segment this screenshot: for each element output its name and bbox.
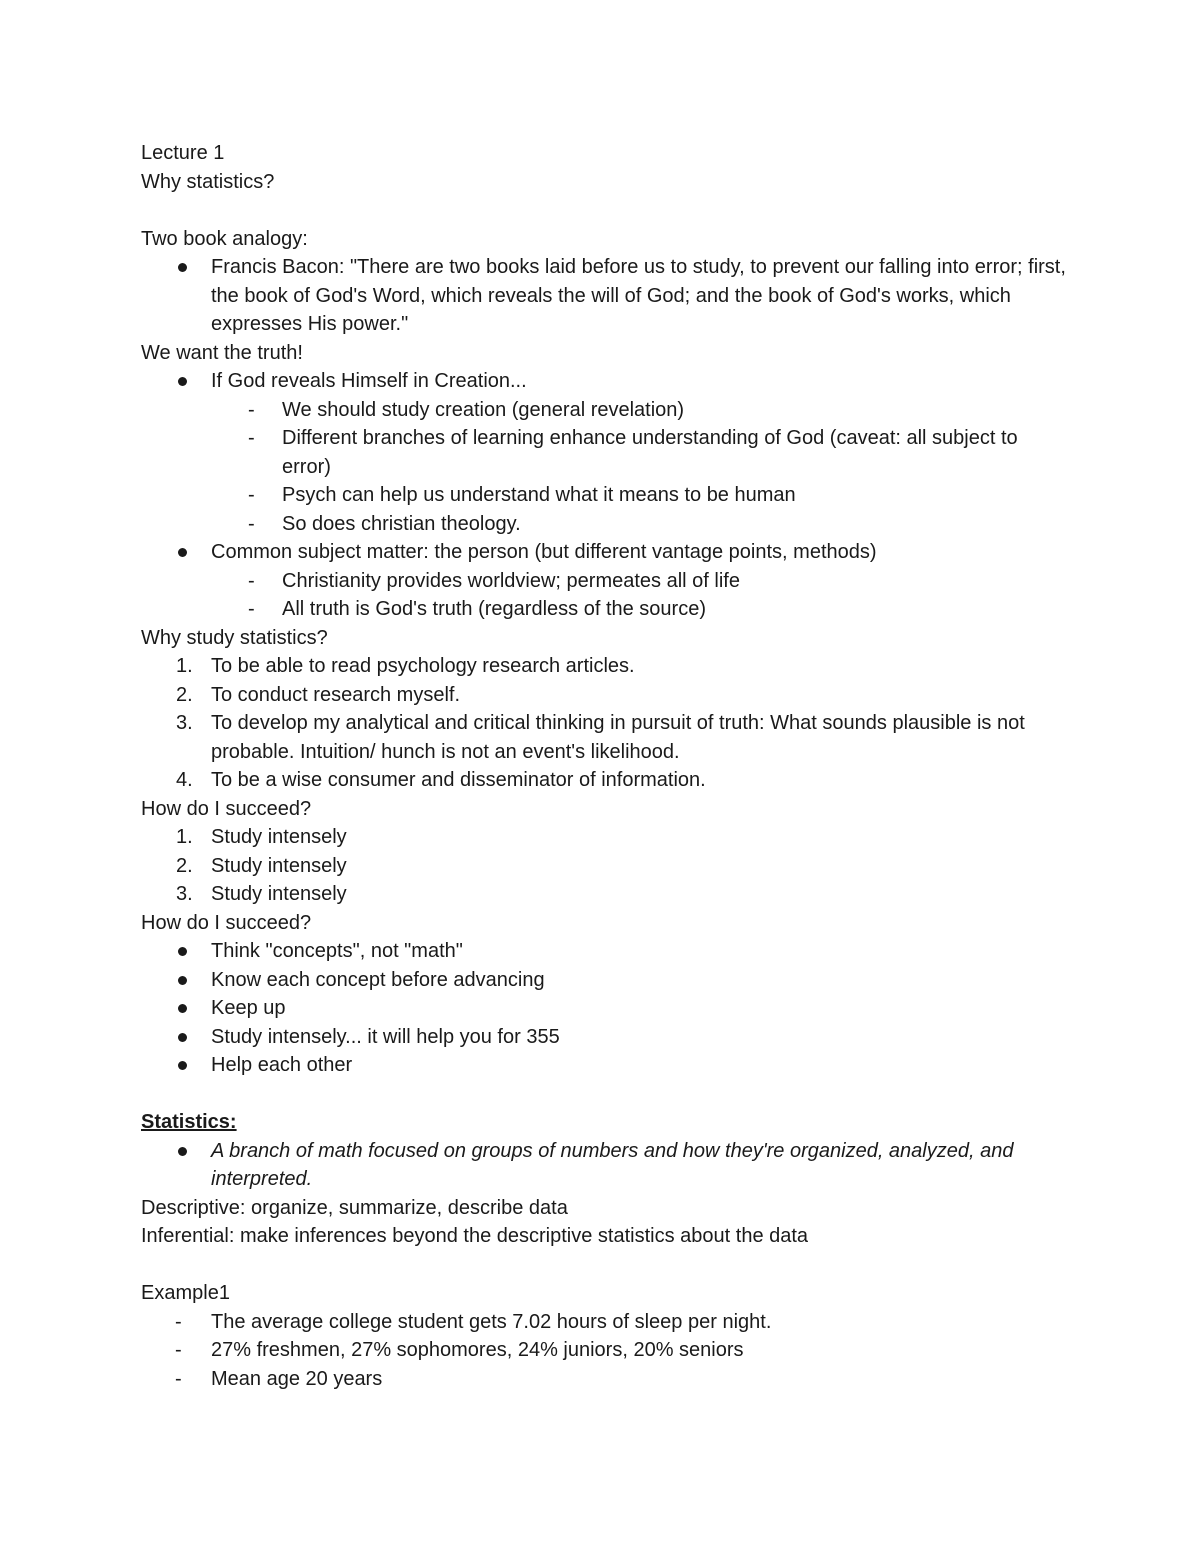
list-item-text: Common subject matter: the person (but different vantage points, methods) [211, 541, 877, 563]
document-page [141, 139, 1071, 1393]
list-item-text: To conduct research myself. [211, 683, 460, 706]
list-item [141, 966, 1071, 995]
list-item-text: If God reveals Himself in Creation... [211, 370, 527, 392]
list-item [141, 1137, 1071, 1194]
descriptive-line: Descriptive: organize, summarize, describe data [141, 1196, 568, 1219]
bullet-icon [178, 1061, 187, 1070]
spacer [141, 196, 1071, 225]
list-item [141, 253, 1071, 339]
list-item-text: Psych can help us understand what it means to be human [282, 484, 796, 506]
list-item-text: Study intensely [211, 883, 347, 905]
numbered-item [141, 681, 1071, 710]
dash-marker: - [175, 1367, 182, 1390]
number-marker: 3. [176, 712, 193, 734]
bullet-icon [178, 377, 187, 386]
dash-marker: - [248, 569, 255, 592]
list-item [141, 937, 1071, 966]
bullet-icon [178, 1004, 187, 1013]
list-item-text: Francis Bacon: "There are two books laid before us to study, to prevent our falling into error; first, the book of God's Word, which reveals the will of God; and the book of God's works, which expresses His power." [211, 256, 1066, 335]
dash-marker: - [248, 598, 255, 620]
number-marker: 2. [176, 854, 193, 877]
example1-heading: Example1 [141, 1282, 230, 1304]
succeed-heading-1: How do I succeed? [141, 797, 312, 820]
list-item-text: To develop my analytical and critical thinking in pursuit of truth: What sounds plausible is not probable. Intuition/ hunch is not an event's likelihood. [211, 712, 1025, 763]
list-item-text: To be a wise consumer and disseminator of information. [211, 769, 706, 791]
list-item [141, 1308, 1071, 1337]
list-item-text: To be able to read psychology research articles. [211, 655, 635, 677]
sub-list-item [141, 510, 1071, 539]
lecture-title: Lecture 1 [141, 142, 225, 164]
list-item-text: We should study creation (general revelation) [282, 398, 685, 421]
list-item [141, 367, 1071, 396]
dash-marker: - [248, 512, 255, 535]
list-item [141, 1336, 1071, 1365]
list-item-text: Help each other [211, 1054, 353, 1076]
dash-marker: - [248, 484, 255, 506]
list-item-text: 27% freshmen, 27% sophomores, 24% juniors, 20% seniors [211, 1339, 744, 1361]
statistics-definition: A branch of math focused on groups of numbers and how they're organized, analyzed, and interpreted. [211, 1139, 1014, 1190]
list-item [141, 1365, 1071, 1394]
sub-list-item [141, 595, 1071, 624]
subtitle: Why statistics? [141, 170, 275, 193]
list-item [141, 538, 1071, 567]
spacer [141, 1080, 1071, 1109]
dash-marker: - [175, 1339, 182, 1361]
bullet-icon [178, 263, 187, 272]
list-item-text: Study intensely [211, 826, 347, 848]
list-item-text: All truth is God's truth (regardless of the source) [282, 598, 706, 620]
sub-list-item [141, 481, 1071, 510]
numbered-item [141, 880, 1071, 909]
bullet-icon [178, 1033, 187, 1042]
number-marker: 3. [176, 883, 193, 905]
list-item [141, 1023, 1071, 1052]
dash-marker: - [175, 1310, 182, 1333]
numbered-item [141, 823, 1071, 852]
dash-marker: - [248, 398, 255, 421]
inferential-line: Inferential: make inferences beyond the descriptive statistics about the data [141, 1225, 809, 1247]
number-marker: 1. [176, 655, 193, 677]
numbered-item [141, 709, 1071, 766]
spacer [141, 1251, 1071, 1280]
list-item-text: Know each concept before advancing [211, 968, 545, 991]
sub-list-item [141, 567, 1071, 596]
list-item-text: So does christian theology. [282, 512, 521, 535]
two-book-heading: Two book analogy: [141, 227, 308, 250]
number-marker: 4. [176, 769, 193, 791]
why-study-heading: Why study statistics? [141, 626, 328, 649]
number-marker: 2. [176, 683, 193, 706]
list-item-text: Christianity provides worldview; permeates all of life [282, 569, 740, 592]
numbered-item [141, 652, 1071, 681]
list-item [141, 1051, 1071, 1080]
bullet-icon [178, 1147, 187, 1156]
sub-list-item [141, 424, 1071, 481]
list-item-text: The average college student gets 7.02 hours of sleep per night. [211, 1310, 772, 1333]
list-item-text: Think "concepts", not "math" [211, 940, 463, 962]
list-item [141, 994, 1071, 1023]
bullet-icon [178, 548, 187, 557]
list-item-text: Keep up [211, 997, 286, 1019]
list-item-text: Study intensely... it will help you for 355 [211, 1025, 560, 1048]
bullet-icon [178, 976, 187, 985]
list-item-text: Mean age 20 years [211, 1367, 383, 1390]
number-marker: 1. [176, 826, 193, 848]
list-item-text: Study intensely [211, 854, 347, 877]
truth-heading: We want the truth! [141, 341, 303, 364]
bullet-icon [178, 947, 187, 956]
dash-marker: - [248, 427, 255, 449]
sub-list-item [141, 396, 1071, 425]
succeed-heading-2: How do I succeed? [141, 911, 312, 934]
numbered-item [141, 766, 1071, 795]
numbered-item [141, 852, 1071, 881]
statistics-heading: Statistics: [141, 1111, 237, 1133]
list-item-text: Different branches of learning enhance understanding of God (caveat: all subject to error) [282, 427, 1018, 478]
